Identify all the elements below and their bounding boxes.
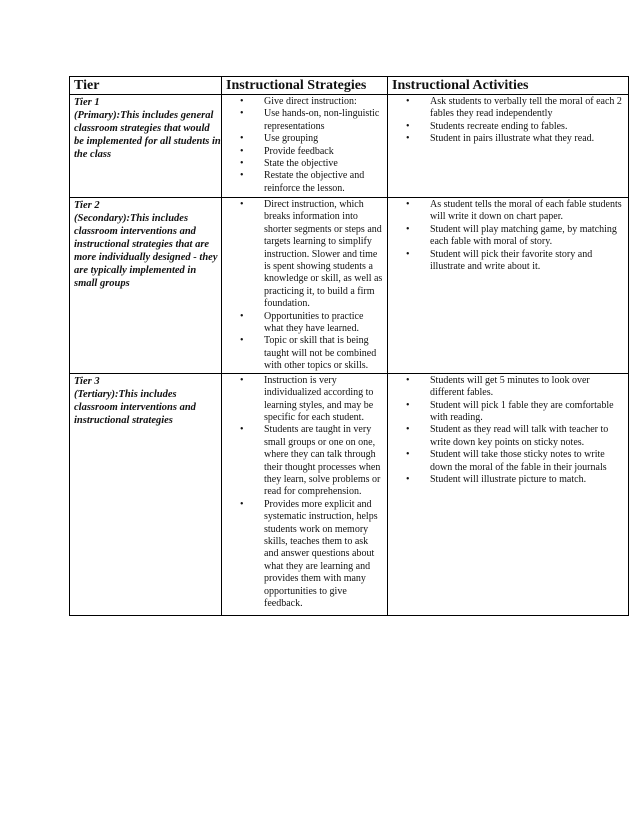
bullet-icon: •: [406, 399, 410, 411]
tier-description: (Secondary):This includes classroom interventions and instructional strategies that are more individually designed - they are typically implemented in small groups: [74, 213, 218, 289]
activities-list: [388, 199, 628, 273]
strategy-item: Direct instruction, which breaks information into shorter segments or steps and targets learning to simplify instruction. Slower and time is spent showing students a knowledge or skill, as well as practicing it, to build a firm foundation.: [264, 199, 383, 310]
list-item: [222, 146, 387, 158]
strategy-item: Provides more explicit and systematic instruction, helps students work on memory skills, teaches them to ask and answer questions about what they are learning and provides them with many opportunities to give feedback.: [264, 498, 378, 609]
strategy-item: Give direct instruction:: [264, 96, 357, 107]
bullet-icon: •: [406, 449, 410, 461]
activity-item: Student will take those sticky notes to write down the moral of the fable in their journals: [430, 449, 607, 473]
tier-description: (Primary):This includes general classroom strategies that would be implemented for all students in the class: [74, 110, 221, 160]
list-item: [388, 375, 628, 400]
bullet-icon: •: [406, 133, 410, 145]
bullet-icon: •: [240, 145, 244, 157]
list-item: [222, 133, 387, 145]
bullet-icon: •: [240, 335, 244, 347]
activities-cell: [388, 198, 629, 374]
bullet-icon: •: [240, 374, 244, 386]
bullet-icon: •: [240, 199, 244, 210]
bullet-icon: •: [240, 108, 244, 120]
bullet-icon: •: [406, 223, 410, 235]
activity-item: Student in pairs illustrate what they read.: [430, 133, 595, 145]
bullet-icon: •: [406, 473, 410, 485]
strategies-cell: [222, 95, 388, 198]
activities-cell: [388, 373, 629, 615]
activity-item: Student as they read will talk with teacher to write down key points on sticky notes.: [430, 424, 609, 448]
activity-item: Student will pick 1 fable they are comfortable with reading.: [430, 399, 614, 423]
strategy-item: Use grouping: [264, 133, 319, 145]
activities-cell: [388, 95, 629, 198]
list-item: [222, 158, 387, 170]
table-row: [70, 198, 629, 374]
bullet-icon: •: [240, 310, 244, 322]
list-item: [222, 375, 387, 425]
list-item: [388, 449, 628, 474]
tier-description: (Tertiary):This includes classroom interventions and instructional strategies: [74, 388, 196, 426]
list-item: [222, 96, 387, 108]
activity-item: As student tells the moral of each fable students will write it down on chart paper.: [430, 199, 622, 223]
strategies-cell: [222, 198, 388, 374]
activity-item: Ask students to verbally tell the moral of each 2 fables they read independently: [430, 96, 622, 120]
list-item: [222, 311, 387, 336]
bullet-icon: •: [240, 158, 244, 170]
bullet-icon: •: [240, 133, 244, 145]
activity-item: Student will illustrate picture to match.: [430, 473, 587, 485]
strategies-list: [222, 199, 387, 373]
tier-name: Tier 3: [74, 375, 100, 387]
tier-cell: [70, 373, 222, 615]
list-item: [222, 499, 387, 611]
strategy-item: State the objective: [264, 158, 338, 170]
list-item: [222, 335, 387, 372]
header-activities: Instructional Activities: [388, 77, 629, 95]
list-item: [388, 474, 628, 486]
bullet-icon: •: [240, 96, 244, 107]
list-item: [388, 199, 628, 224]
tier-name: Tier 2: [74, 200, 100, 211]
bullet-icon: •: [240, 498, 244, 510]
list-item: [388, 224, 628, 249]
activity-item: Students will get 5 minutes to look over different fables.: [430, 374, 590, 399]
strategy-item: Restate the objective and reinforce the lesson.: [264, 170, 365, 194]
tier-cell: [70, 95, 222, 198]
list-item: [222, 199, 387, 311]
list-item: [388, 400, 628, 425]
bullet-icon: •: [406, 96, 410, 107]
list-item: [388, 249, 628, 274]
bullet-icon: •: [406, 248, 410, 260]
bullet-icon: •: [406, 424, 410, 436]
strategies-list: [222, 375, 387, 611]
list-item: [222, 108, 387, 133]
strategy-item: Instruction is very individualized according to learning styles, and may be specific for each student.: [264, 374, 374, 423]
strategy-item: Opportunities to practice what they have learned.: [264, 310, 364, 335]
tiers-table: [69, 76, 629, 616]
strategy-item: Topic or skill that is being taught will not be combined with other topics or skills.: [264, 335, 377, 372]
list-item: [222, 170, 387, 195]
strategies-list: [222, 96, 387, 195]
activity-item: Student will play matching game, by matching each fable with moral of story.: [430, 223, 617, 248]
activity-item: Students recreate ending to fables.: [430, 120, 568, 132]
strategy-item: Use hands-on, non-linguistic representations: [264, 108, 380, 132]
list-item: [388, 424, 628, 449]
bullet-icon: •: [240, 424, 244, 436]
list-item: [388, 121, 628, 133]
bullet-icon: •: [406, 374, 410, 386]
list-item: [388, 96, 628, 121]
list-item: [222, 424, 387, 498]
header-strategies: Instructional Strategies: [222, 77, 388, 95]
strategies-cell: [222, 373, 388, 615]
activities-list: [388, 96, 628, 146]
table-row: [70, 373, 629, 615]
tier-name: Tier 1: [74, 97, 100, 108]
tier-cell: [70, 198, 222, 374]
activities-list: [388, 375, 628, 487]
bullet-icon: •: [406, 120, 410, 132]
bullet-icon: •: [240, 170, 244, 182]
activity-item: Student will pick their favorite story and illustrate and write about it.: [430, 248, 593, 273]
list-item: [388, 133, 628, 145]
header-tier: Tier: [70, 77, 222, 95]
table-row: [70, 95, 629, 198]
header-row: [70, 77, 629, 95]
bullet-icon: •: [406, 199, 410, 210]
strategy-item: Students are taught in very small groups or one on one, where they can talk through their thought processes when they learn, solve problems or read for comprehension.: [264, 424, 381, 498]
strategy-item: Provide feedback: [264, 145, 334, 157]
